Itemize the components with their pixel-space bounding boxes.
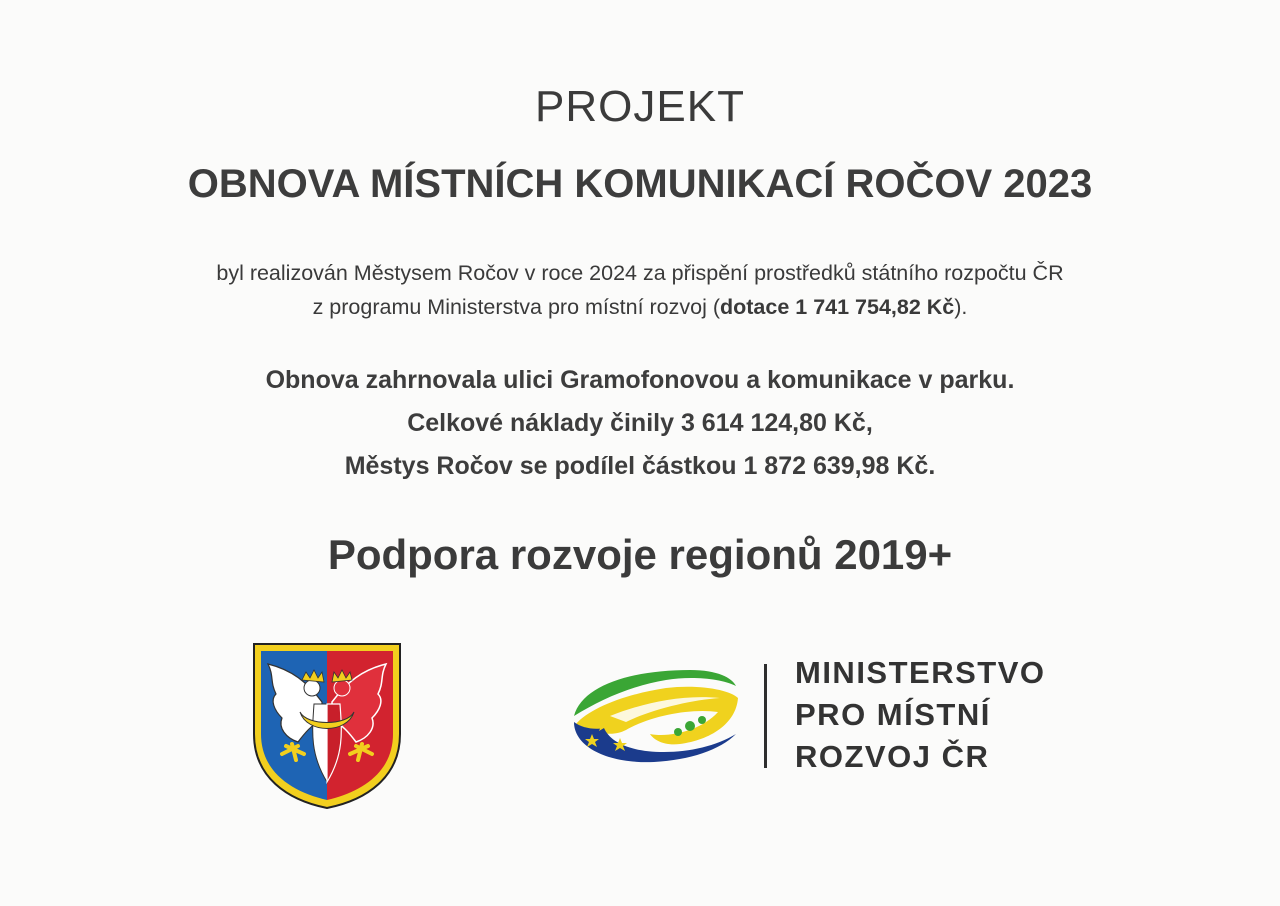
project-title: OBNOVA MÍSTNÍCH KOMUNIKACÍ ROČOV 2023 [187,162,1093,206]
subsidy-amount: dotace 1 741 754,82 Kč [720,295,955,319]
intro-line-2-prefix: z programu Ministerstva pro místní rozvoj ( [312,295,720,319]
ministry-line-2: PRO MÍSTNÍ [795,697,991,732]
ministry-line-1: MINISTERSTVO [795,655,1046,690]
intro-line-2 [0,295,1280,320]
detail-line-1: Obnova zahrnovala ulici Gramofonovou a komunikace v parku. [265,366,1015,394]
intro-line-1: byl realizován Městysem Ročov v roce 2024 za přispění prostředků státního rozpočtu ČR [216,261,1064,285]
detail-line-3: Městys Ročov se podílel částkou 1 872 639,98 Kč. [344,452,936,480]
ustecky-kraj-coat-of-arms-icon [252,642,402,810]
logo-divider [764,664,767,768]
program-name: Podpora rozvoje regionů 2019+ [327,531,953,578]
ministry-wordmark [795,652,1046,778]
intro-line-2-suffix: ). [954,295,968,319]
detail-line-2: Celkové náklady činily 3 614 124,80 Kč, [407,409,873,437]
ministry-line-3: ROZVOJ ČR [795,739,990,774]
page-heading: PROJEKT [535,82,745,131]
mmr-road-logo-icon [570,664,742,768]
